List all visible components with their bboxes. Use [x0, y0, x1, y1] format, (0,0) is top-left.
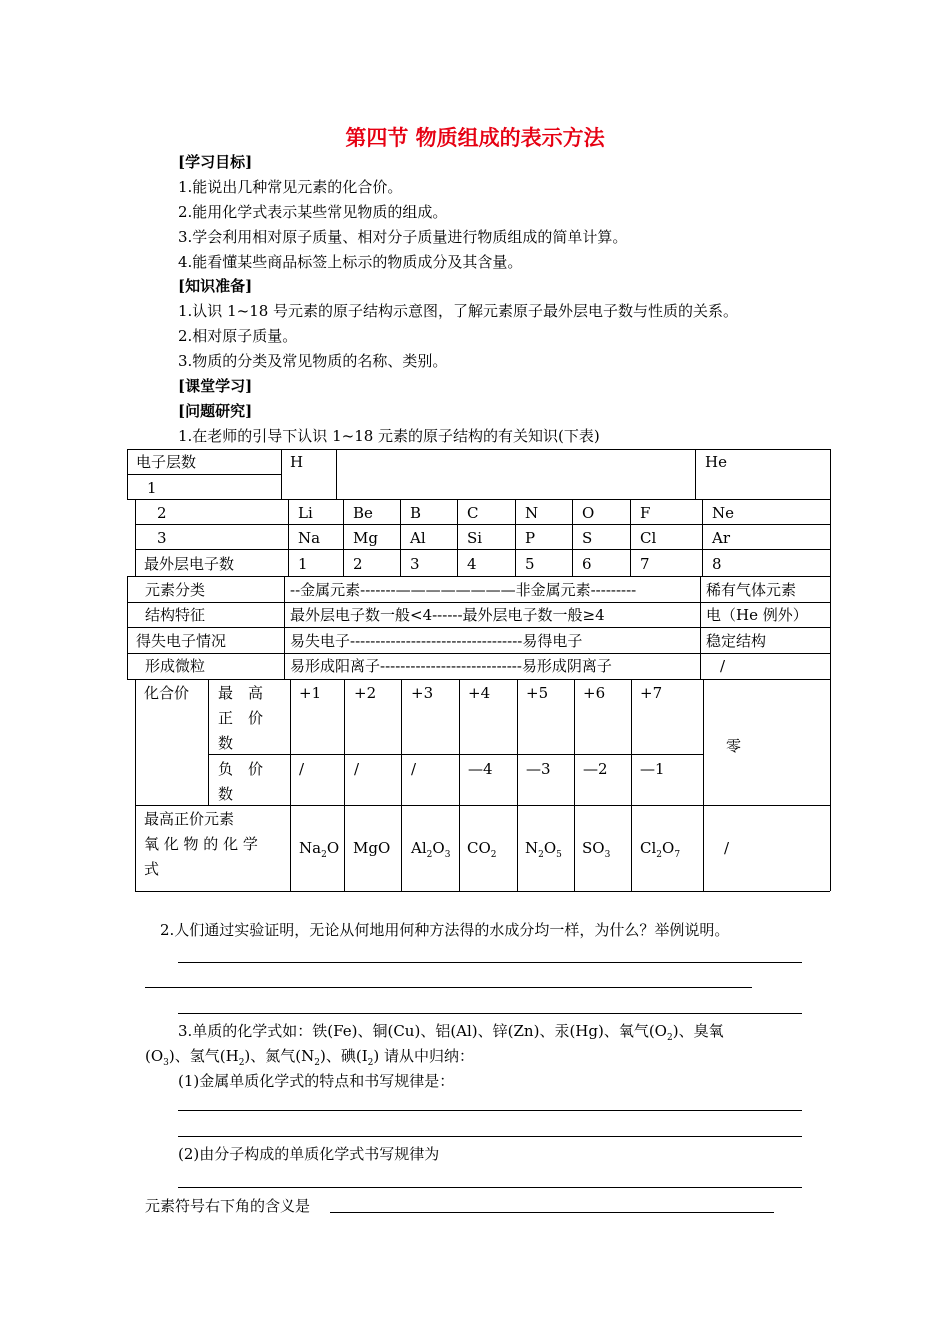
answer-line[interactable] [145, 987, 752, 988]
particle-last: / [720, 657, 726, 675]
question-3-line1: 3.单质的化学式如：铁(Fe)、铜(Cu)、铝(Al)、锌(Zn)、汞(Hg)、氧气$(O_2)$、臭氧 [178, 1022, 724, 1043]
valence-neg-value: / [411, 760, 417, 778]
element-cell: Cl [640, 529, 657, 547]
valence-pos-value: +7 [640, 684, 663, 702]
oxide-formula: $Cl_2O_7$ [640, 839, 681, 860]
preparation-item: 3.物质的分类及常见物质的名称、类别。 [178, 352, 448, 370]
answer-line[interactable] [178, 1110, 802, 1111]
element-cell: Ne [712, 504, 735, 522]
oxide-label: 式 [144, 860, 160, 878]
category-middle: --金属元素-------————————非金属元素--------- [290, 581, 637, 599]
element-cell: S [582, 529, 593, 547]
valence-neg-label: 负 价 [218, 760, 264, 778]
page-title: 第四节 物质组成的表示方法 [345, 125, 605, 150]
element-cell: B [410, 504, 422, 522]
research-heading: [问题研究] [178, 402, 253, 420]
outer-value: 5 [525, 555, 535, 573]
shell-label: 电子层数 [136, 453, 197, 471]
objective-item: 2.能用化学式表示某些常见物质的组成。 [178, 203, 448, 221]
element-cell: Li [298, 504, 313, 522]
valence-neg-value: / [299, 760, 305, 778]
valence-neg-label: 数 [218, 785, 234, 803]
valence-neg-value: —1 [640, 760, 665, 778]
objectives-heading: [学习目标] [178, 153, 253, 171]
objective-item: 1.能说出几种常见元素的化合价。 [178, 178, 403, 196]
valence-pos-label: 最 高 [218, 684, 264, 702]
element-cell: Na [298, 529, 321, 547]
structure-label: 结构特征 [145, 606, 206, 624]
gainloss-label: 得失电子情况 [136, 632, 227, 650]
element-cell: F [640, 504, 651, 522]
outer-value: 8 [712, 555, 722, 573]
particle-middle: 易形成阳离子----------------------------易形成阴离子 [290, 657, 612, 675]
oxide-formula: $CO_2$ [467, 839, 497, 860]
category-label: 元素分类 [145, 581, 206, 599]
element-cell: N [525, 504, 539, 522]
particle-label: 形成微粒 [145, 657, 206, 675]
valence-neg-value: / [354, 760, 360, 778]
outer-value: 2 [353, 555, 363, 573]
valence-pos-value: +4 [468, 684, 491, 702]
element-cell: Be [353, 504, 373, 522]
answer-line[interactable] [178, 1136, 802, 1137]
question-3-line2: $(O_3)$、氢气$(H_2)$、氮气$(N_2)$、碘$(I_2)$ 请从中归纳： [145, 1047, 474, 1068]
preparation-item: 1.认识 1~18 号元素的原子结构示意图，了解元素原子最外层电子数与性质的关系。 [178, 302, 739, 320]
valence-pos-value: +3 [411, 684, 434, 702]
oxide-label: 最高正价元素 [144, 810, 235, 828]
answer-line[interactable] [178, 962, 802, 963]
valence-neg-value: —4 [468, 760, 493, 778]
element-cell: O [582, 504, 595, 522]
element-cell: He [705, 453, 727, 471]
valence-pos-value: +6 [583, 684, 606, 702]
question-1: 1.在老师的引导下认识 1~18 元素的原子结构的有关知识(下表) [178, 427, 600, 445]
outer-value: 6 [582, 555, 592, 573]
structure-last: 电（He 例外） [706, 606, 808, 624]
structure-middle: 最外层电子数一般<4------最外层电子数一般≥4 [290, 606, 605, 624]
oxide-last: / [724, 839, 730, 857]
question-3-last: 元素符号右下角的含义是 [145, 1197, 311, 1215]
outer-label: 最外层电子数 [144, 555, 235, 573]
gainloss-middle: 易失电子----------------------------------易得电子 [290, 632, 583, 650]
valence-last: 零 [726, 737, 742, 755]
element-cell: Al [410, 529, 426, 547]
element-cell: H [290, 453, 304, 471]
preparation-item: 2.相对原子质量。 [178, 327, 298, 345]
valence-pos-value: +5 [526, 684, 549, 702]
shell-3: 3 [157, 529, 167, 547]
outer-value: 1 [298, 555, 308, 573]
oxide-formula: MgO [353, 839, 391, 857]
oxide-formula: $N_2O_5$ [525, 839, 562, 860]
valence-pos-value: +2 [354, 684, 377, 702]
question-3-sub1: (1)金属单质化学式的特点和书写规律是： [178, 1072, 455, 1090]
valence-pos-label: 数 [218, 734, 234, 752]
objective-item: 3.学会利用相对原子质量、相对分子质量进行物质组成的简单计算。 [178, 228, 628, 246]
valence-pos-label: 正 价 [218, 709, 264, 727]
element-cell: C [467, 504, 479, 522]
element-cell: Mg [353, 529, 378, 547]
oxide-formula: $SO_3$ [582, 839, 611, 860]
valence-neg-value: —3 [526, 760, 551, 778]
question-3-sub2: (2)由分子构成的单质化学式书写规律为 [178, 1145, 440, 1163]
valence-neg-value: —2 [583, 760, 608, 778]
gainloss-last: 稳定结构 [706, 632, 767, 650]
answer-line[interactable] [178, 1187, 802, 1188]
answer-line[interactable] [330, 1212, 774, 1213]
outer-value: 4 [467, 555, 477, 573]
objective-item: 4.能看懂某些商品标签上标示的物质成分及其含量。 [178, 253, 523, 271]
element-cell: Ar [712, 529, 731, 547]
oxide-formula: $Na_2O$ [299, 839, 340, 860]
preparation-heading: [知识准备] [178, 277, 253, 295]
valence-pos-value: +1 [299, 684, 322, 702]
shell-1: 1 [147, 479, 157, 497]
oxide-label: 氧 化 物 的 化 学 [144, 835, 258, 853]
valence-label: 化合价 [144, 684, 190, 702]
element-cell: P [525, 529, 536, 547]
shell-2: 2 [157, 504, 167, 522]
classroom-heading: [课堂学习] [178, 377, 253, 395]
question-2: 2.人们通过实验证明，无论从何地用何种方法得的水成分均一样，为什么？举例说明。 [160, 921, 730, 939]
outer-value: 7 [640, 555, 650, 573]
oxide-formula: $Al_2O_3$ [411, 839, 451, 860]
outer-value: 3 [410, 555, 420, 573]
category-last: 稀有气体元素 [706, 581, 797, 599]
element-cell: Si [467, 529, 483, 547]
answer-line[interactable] [178, 1013, 802, 1014]
